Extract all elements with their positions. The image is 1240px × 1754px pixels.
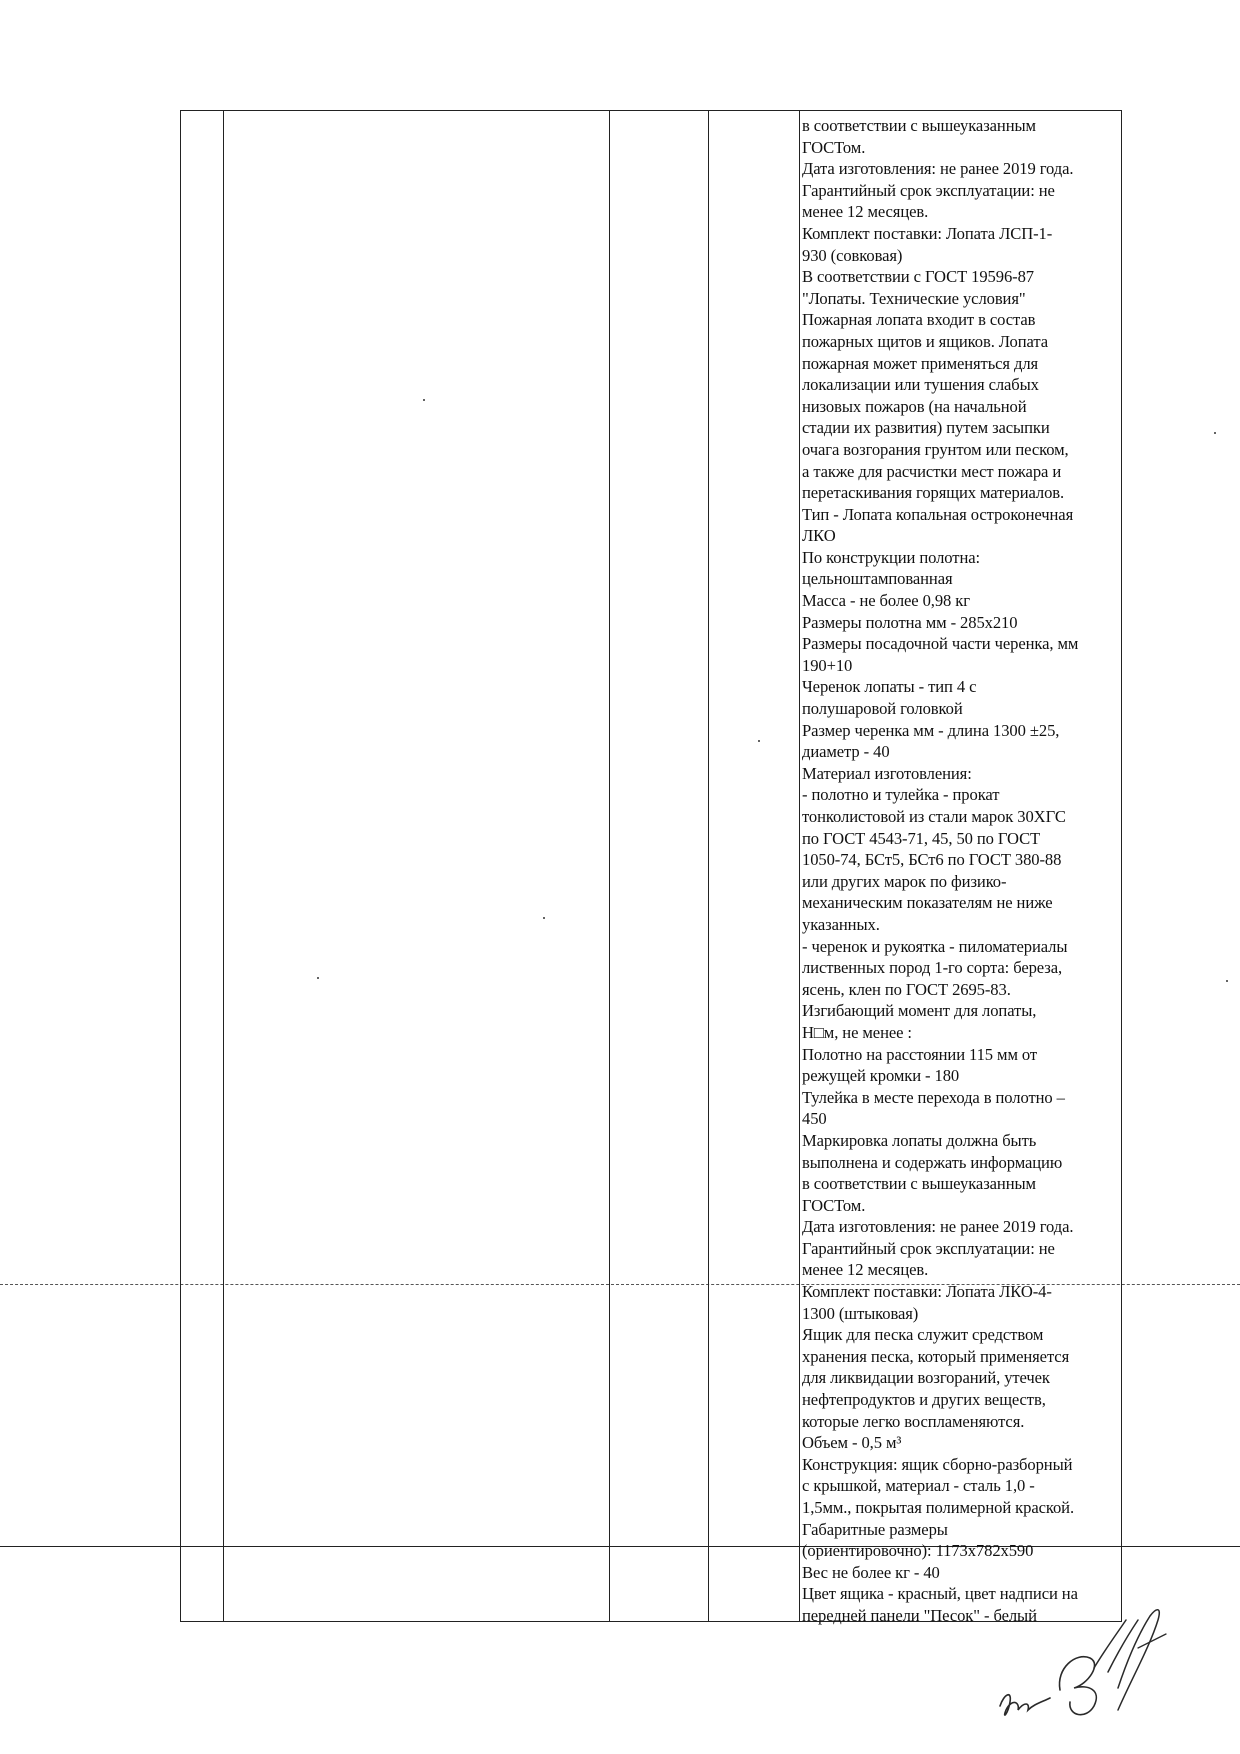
- spec-text-line: Дата изготовления: не ранее 2019 года.: [802, 1217, 1074, 1237]
- column-divider-4: [799, 111, 800, 1621]
- spec-text-line: локализации или тушения слабых: [802, 375, 1039, 395]
- scan-speck: [1214, 432, 1216, 434]
- spec-text-line: Комплект поставки: Лопата ЛСП-1-: [802, 223, 1053, 243]
- spec-text-line: По конструкции полотна:: [802, 547, 980, 567]
- spec-text-line: Полотно на расстоянии 115 мм от: [802, 1044, 1038, 1064]
- spec-text-line: ГОСТом.: [802, 137, 866, 157]
- spec-text-line: В соответствии с ГОСТ 19596-87: [802, 267, 1034, 287]
- spec-text-line: 930 (совковая): [802, 245, 903, 265]
- spec-text-line: Конструкция: ящик сборно-разборный: [802, 1454, 1073, 1474]
- specification-cell: [802, 115, 1120, 1627]
- specification-table: [180, 110, 1122, 1625]
- spec-text-line: - черенок и рукоятка - пиломатериалы: [802, 936, 1068, 956]
- spec-text-line: менее 12 месяцев.: [802, 1260, 929, 1280]
- spec-text-line: или других марок по физико-: [802, 871, 1007, 891]
- spec-text-line: для ликвидации возгораний, утечек: [802, 1368, 1050, 1388]
- spec-text-line: выполнена и содержать информацию: [802, 1152, 1063, 1172]
- spec-text-line: пожарных щитов и ящиков. Лопата: [802, 331, 1048, 351]
- spec-text-line: тонколистовой из стали марок 30ХГС: [802, 807, 1066, 826]
- spec-text-line: Тип - Лопата копальная остроконечная: [802, 504, 1074, 524]
- spec-text-line: Тулейка в месте перехода в полотно –: [802, 1087, 1065, 1107]
- handwritten-signature: [990, 1598, 1190, 1738]
- spec-text-line: Размеры полотна мм - 285х210: [802, 612, 1018, 632]
- spec-text-line: диаметр - 40: [802, 742, 890, 762]
- spec-text-line: в соответствии с вышеуказанным: [802, 116, 1036, 135]
- spec-text-line: ясень, клен по ГОСТ 2695-83.: [802, 979, 1011, 999]
- column-divider-1: [223, 111, 224, 1621]
- spec-text-line: Материал изготовления:: [802, 763, 972, 783]
- spec-text-line: Пожарная лопата входит в состав: [802, 310, 1036, 330]
- spec-text-line: в соответствии с вышеуказанным: [802, 1174, 1036, 1194]
- spec-text-line: - полотно и тулейка - прокат: [802, 785, 1000, 805]
- spec-text-line: по ГОСТ 4543-71, 45, 50 по ГОСТ: [802, 828, 1041, 848]
- spec-text-line: хранения песка, который применяется: [802, 1346, 1070, 1366]
- spec-text-line: Вес не более кг - 40: [802, 1562, 940, 1582]
- spec-text-line: менее 12 месяцев.: [802, 202, 929, 222]
- spec-text-line: Размер черенка мм - длина 1300 ±25,: [802, 720, 1060, 740]
- spec-text-line: "Лопаты. Технические условия": [802, 288, 1026, 308]
- column-divider-3: [708, 111, 709, 1621]
- scan-speck: [423, 399, 425, 401]
- spec-text-line: а также для расчистки мест пожара и: [802, 461, 1062, 481]
- spec-text-line: механическим показателям не ниже: [802, 893, 1053, 913]
- spec-text-line: цельноштампованная: [802, 569, 953, 589]
- spec-text-line: низовых пожаров (на начальной: [802, 396, 1027, 416]
- spec-text-line: Комплект поставки: Лопата ЛКО-4-: [802, 1282, 1052, 1302]
- scan-speck: [1226, 980, 1228, 982]
- spec-text-line: 1300 (штыковая): [802, 1303, 919, 1323]
- spec-text-line: (ориентировочно): 1173х782х590: [802, 1541, 1034, 1561]
- scan-speck: [543, 917, 545, 919]
- spec-text-line: ГОСТом.: [802, 1195, 866, 1215]
- spec-text-line: Изгибающий момент для лопаты,: [802, 1001, 1037, 1021]
- spec-text-line: Маркировка лопаты должна быть: [802, 1130, 1037, 1150]
- spec-text-line: Объем - 0,5 м³: [802, 1433, 902, 1453]
- spec-text-line: указанных.: [802, 914, 880, 934]
- spec-text-line: 190+10: [802, 655, 853, 675]
- spec-text-line: с крышкой, материал - сталь 1,0 -: [802, 1476, 1035, 1496]
- spec-text-line: Гарантийный срок эксплуатации: не: [802, 1238, 1055, 1258]
- spec-text-line: Н□м, не менее :: [802, 1022, 912, 1042]
- spec-text-line: Размеры посадочной части черенка, мм: [802, 634, 1079, 654]
- spec-text-line: 1050-74, БСт5, БСт6 по ГОСТ 380-88: [802, 850, 1062, 870]
- spec-text-line: стадии их развития) путем засыпки: [802, 418, 1050, 438]
- spec-text-line: пожарная может применяться для: [802, 353, 1039, 373]
- spec-text-line: 450: [802, 1109, 827, 1129]
- column-divider-2: [609, 111, 610, 1621]
- scan-speck: [317, 977, 319, 979]
- spec-text-line: которые легко воспламеняются.: [802, 1411, 1025, 1431]
- spec-text-line: Габаритные размеры: [802, 1519, 948, 1539]
- spec-text-line: 1,5мм., покрытая полимерной краской.: [802, 1498, 1074, 1517]
- spec-text-line: Гарантийный срок эксплуатации: не: [802, 180, 1055, 200]
- scan-speck: [758, 740, 760, 742]
- spec-text-line: ЛКО: [802, 526, 836, 546]
- spec-text-line: Черенок лопаты - тип 4 с: [802, 677, 977, 697]
- spec-text-line: нефтепродуктов и других веществ,: [802, 1390, 1046, 1410]
- spec-text-line: Дата изготовления: не ранее 2019 года.: [802, 159, 1074, 179]
- spec-text-line: полушаровой головкой: [802, 699, 963, 719]
- spec-text-line: Цвет ящика - красный, цвет надписи на: [802, 1584, 1078, 1604]
- spec-text-line: лиственных пород 1-го сорта: береза,: [802, 958, 1063, 978]
- spec-text-line: перетаскивания горящих материалов.: [802, 483, 1065, 503]
- spec-text-line: очага возгорания грунтом или песком,: [802, 439, 1069, 459]
- spec-text-line: передней панели "Песок" - белый: [802, 1605, 1037, 1625]
- spec-text-line: режущей кромки - 180: [802, 1066, 960, 1086]
- spec-text-line: Ящик для песка служит средством: [802, 1325, 1044, 1345]
- spec-text-line: Масса - не более 0,98 кг: [802, 591, 970, 611]
